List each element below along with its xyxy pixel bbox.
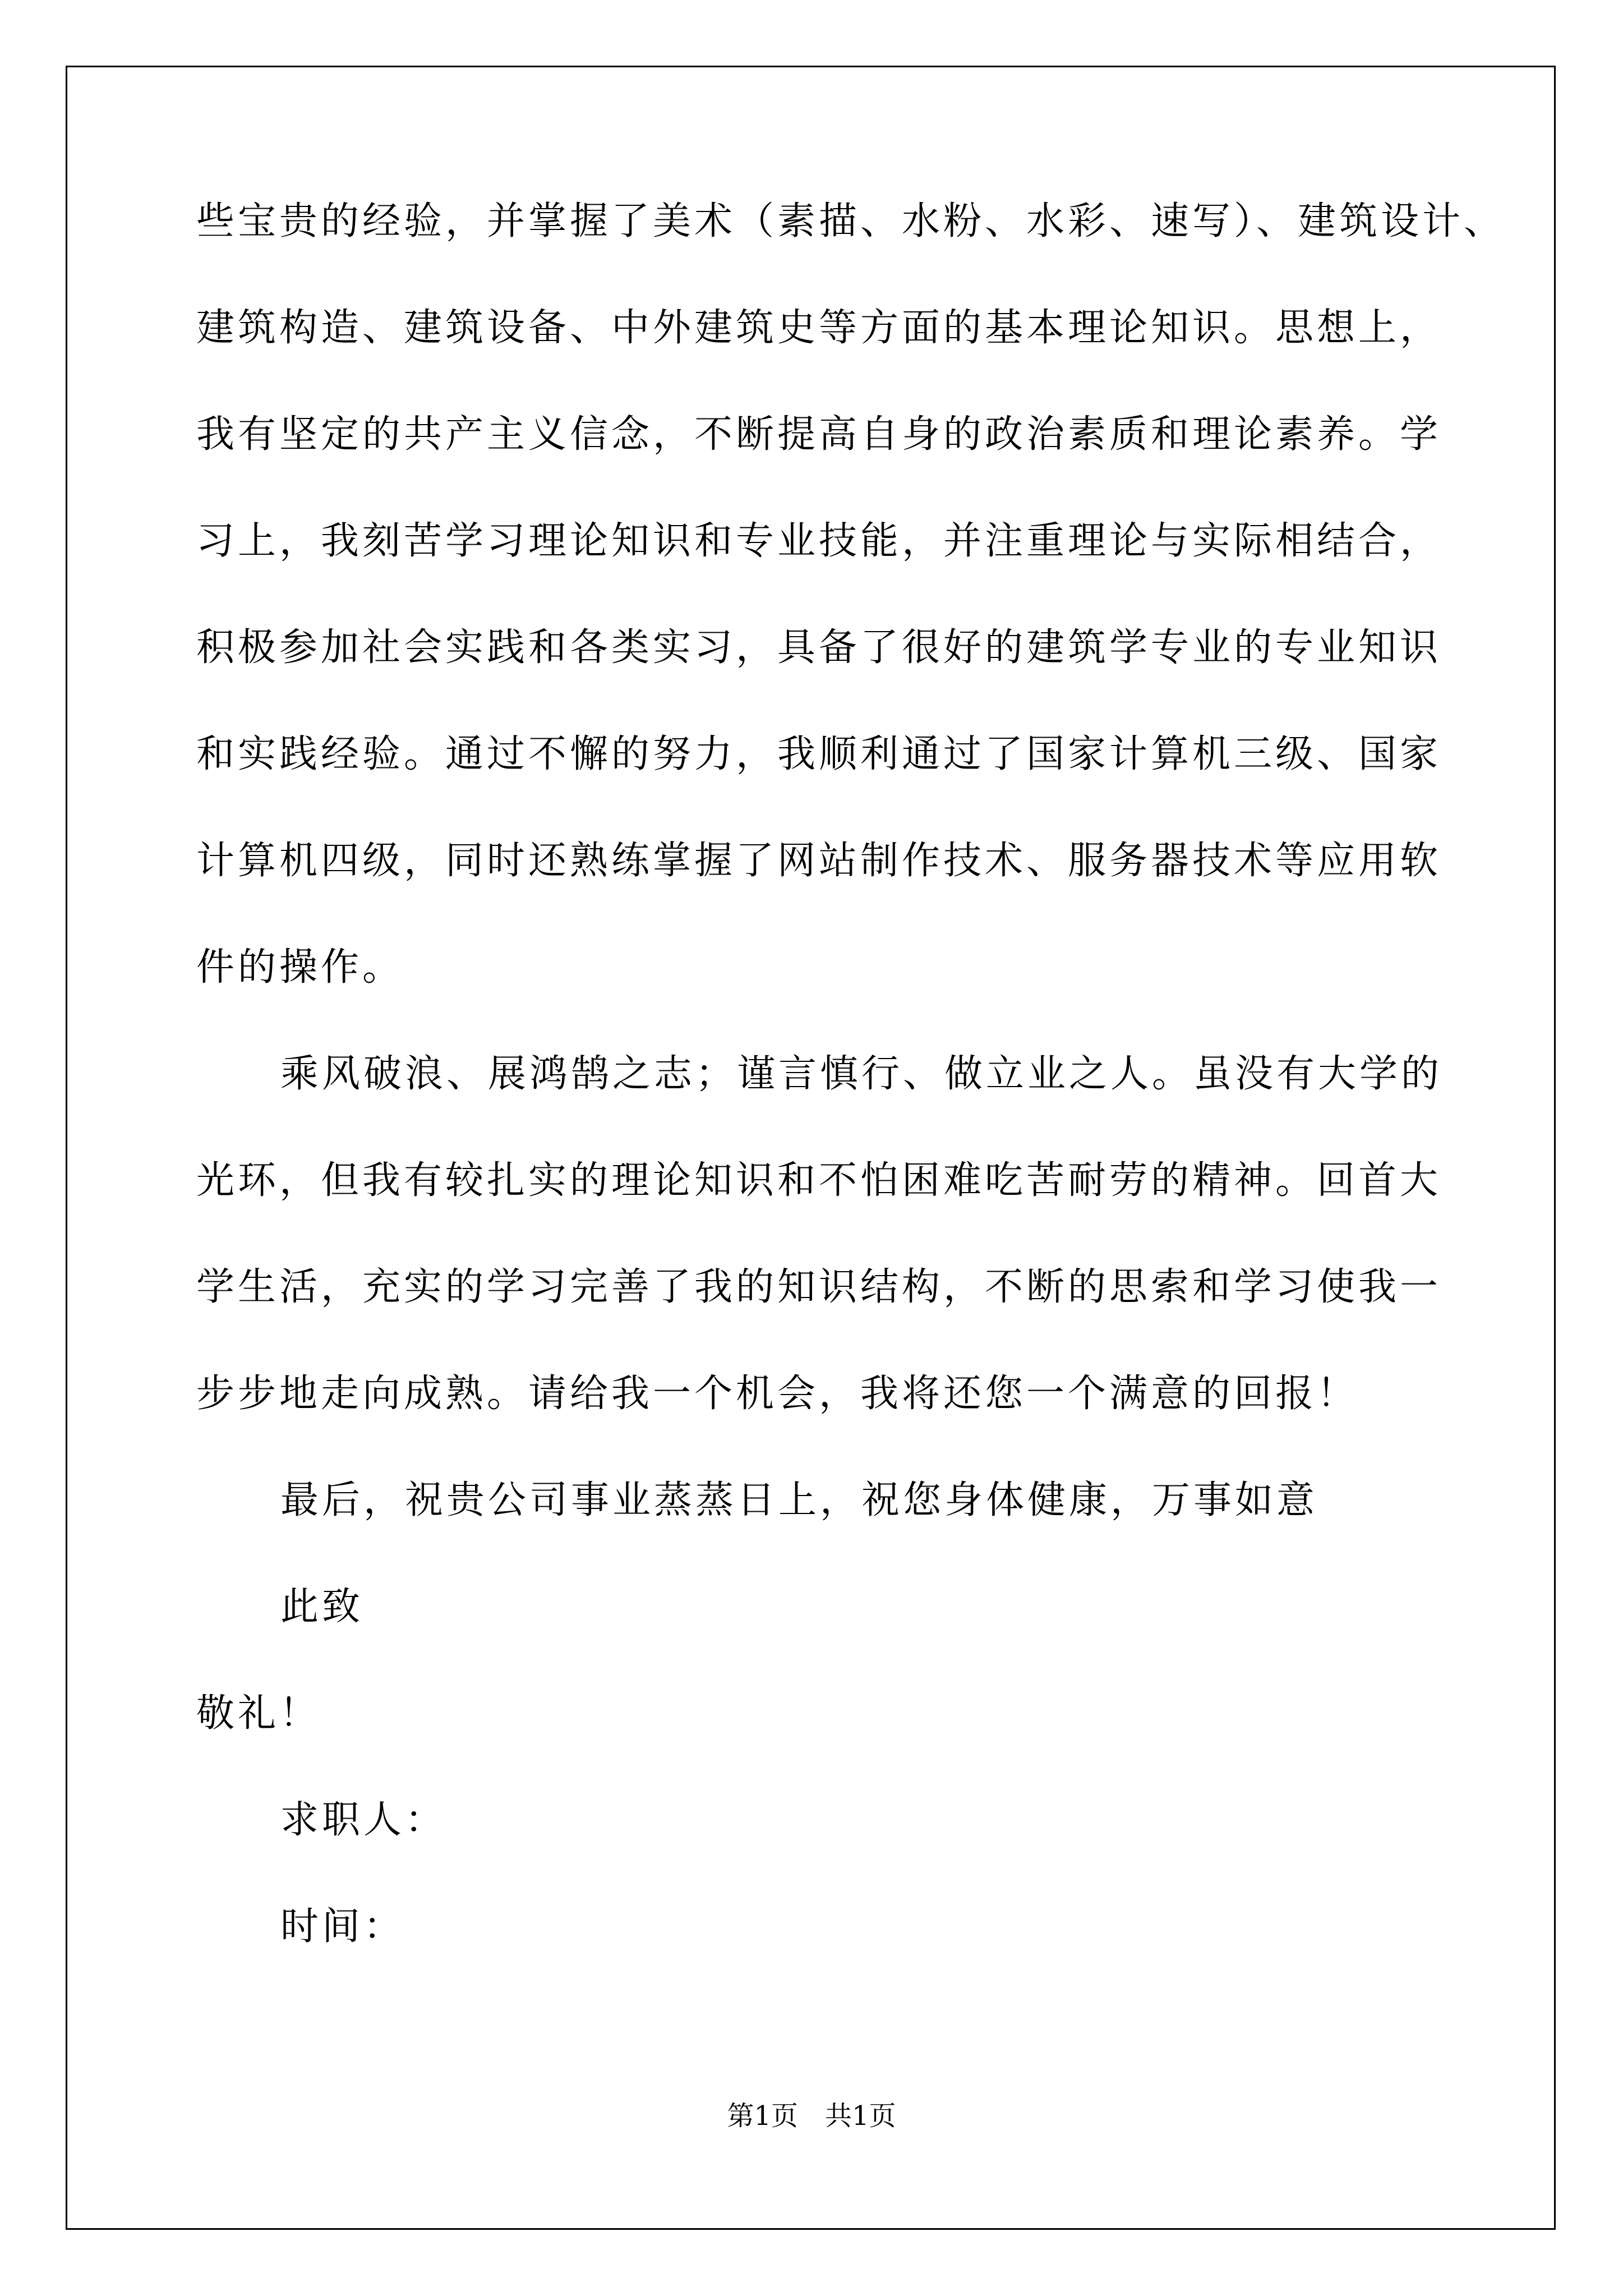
body-line: 积极参加社会实践和各类实习，具备了很好的建筑学专业的专业知识: [196, 625, 1442, 670]
applicant-label: 求职人：: [280, 1798, 447, 1842]
salutation-jing-li: 敬礼！: [196, 1691, 321, 1736]
date-label: 时间：: [280, 1904, 405, 1949]
body-line: 习上，我刻苦学习理论知识和专业技能，并注重理论与实际相结合，: [196, 519, 1442, 563]
salutation-ci-zhi: 此致: [280, 1585, 364, 1629]
body-line: 些宝贵的经验，并掌握了美术（素描、水粉、水彩、速写）、建筑设计、: [196, 199, 1506, 243]
body-line: 光环，但我有较扎实的理论知识和不怕困难吃苦耐劳的精神。回首大: [196, 1158, 1442, 1203]
body-line: 步步地走向成熟。请给我一个机会，我将还您一个满意的回报！: [196, 1372, 1359, 1416]
closing-wish: 最后，祝贵公司事业蒸蒸日上，祝您身体健康，万事如意: [280, 1478, 1318, 1522]
body-line: 我有坚定的共产主义信念，不断提高自身的政治素质和理论素养。学: [196, 412, 1442, 457]
body-line: 乘风破浪、展鸿鹄之志；谨言慎行、做立业之人。虽没有大学的: [280, 1052, 1443, 1096]
body-line: 学生活，充实的学习完善了我的知识结构，不断的思索和学习使我一: [196, 1265, 1442, 1309]
body-line: 件的操作。: [196, 945, 404, 990]
body-line: 建筑构造、建筑设备、中外建筑史等方面的基本理论知识。思想上，: [196, 306, 1442, 350]
body-line: 计算机四级，同时还熟练掌握了网站制作技术、服务器技术等应用软: [196, 839, 1442, 883]
body-line: 和实践经验。通过不懈的努力，我顺利通过了国家计算机三级、国家: [196, 732, 1442, 776]
page-footer: 第1页 共1页: [727, 2100, 896, 2132]
